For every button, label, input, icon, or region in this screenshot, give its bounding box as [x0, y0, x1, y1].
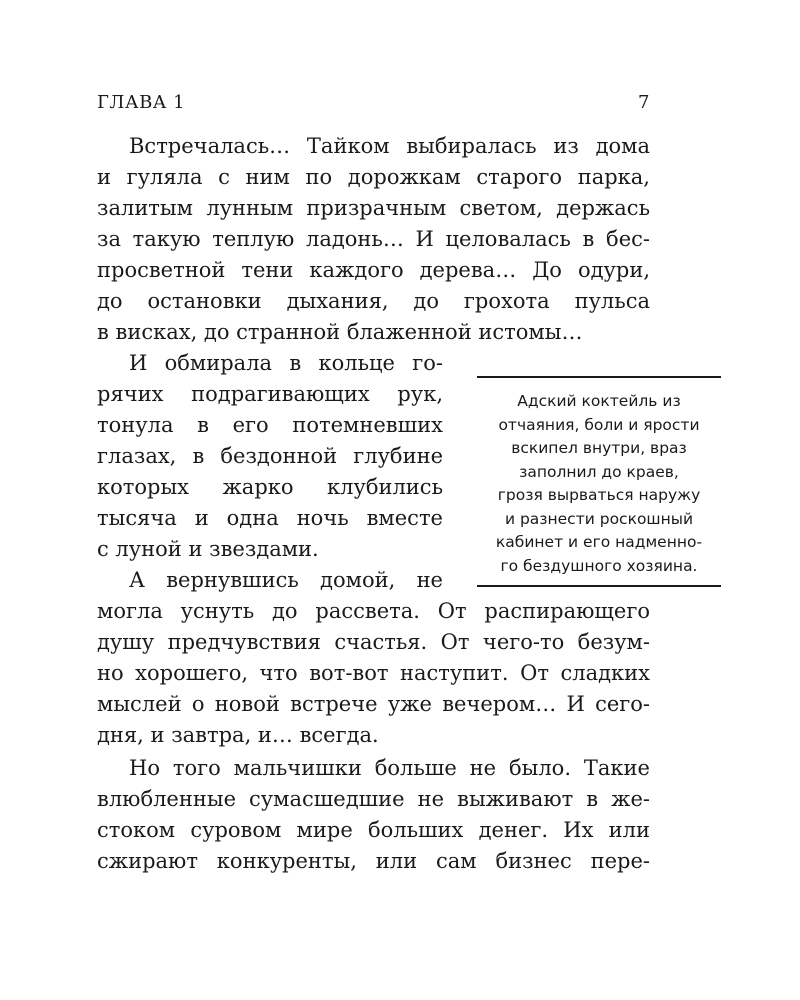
body-line: в висках, до странной блаженной истомы…: [97, 320, 583, 344]
body-line: тонула в его потемневших: [97, 413, 443, 437]
body-line: рячих подрагивающих рук,: [97, 382, 443, 406]
pull-quote-line: грозя вырваться наружу: [497, 486, 701, 504]
body-line: могла уснуть до рассвета. От распирающего: [97, 599, 650, 623]
pull-quote-line: вскипел внутри, враз: [511, 439, 687, 457]
pull-quote-line: заполнил до краев,: [519, 462, 679, 481]
pull-quote: [477, 376, 721, 587]
body-line: до остановки дыхания, до грохота пульса: [97, 289, 650, 313]
body-line: и гуляла с ним по дорожкам старого парка,: [97, 165, 650, 189]
body-line: Встречалась… Тайком выбиралась из дома: [129, 134, 650, 158]
body-line: просветной тени каждого дерева… До одури,: [97, 258, 650, 282]
page-number: 7: [638, 92, 650, 113]
body-line: И обмирала в кольце го-: [129, 351, 443, 375]
body-line: душу предчувствия счастья. От чего-то безум-: [97, 630, 650, 654]
body-line: с луной и звездами.: [97, 537, 319, 561]
body-line: Но того мальчишки больше не было. Такие: [129, 756, 650, 780]
body-line: которых жарко клубились: [97, 475, 443, 499]
body-line: тысяча и одна ночь вместе: [97, 506, 443, 530]
body-line: А вернувшись домой, не: [129, 568, 443, 592]
body-line: сжирают конкуренты, или сам бизнес пере-: [97, 849, 650, 873]
body-line: стоком суровом мире больших денег. Их или: [97, 818, 650, 842]
body-line: мыслей о новой встрече уже вечером… И сего-: [97, 692, 650, 716]
body-line: влюбленные сумасшедшие не выживают в же-: [97, 787, 650, 811]
body-line: залитым лунным призрачным светом, держась: [97, 196, 650, 220]
pull-quote-line: го бездушного хозяина.: [500, 556, 698, 575]
pull-quote-line: Адский коктейль из: [517, 392, 681, 410]
pull-quote-line: кабинет и его надменно-: [495, 533, 703, 551]
running-head: ГЛАВА 1: [97, 92, 186, 113]
pull-quote-line: отчаяния, боли и ярости: [498, 415, 700, 434]
pull-quote-line: и разнести роскошный: [504, 509, 694, 528]
body-line: дня, и завтра, и… всегда.: [97, 723, 379, 747]
body-line: за такую теплую ладонь… И целовалась в бес-: [97, 227, 650, 251]
body-line: глазах, в бездонной глубине: [97, 444, 443, 468]
body-line: но хорошего, что вот-вот наступит. От сладких: [97, 661, 650, 685]
